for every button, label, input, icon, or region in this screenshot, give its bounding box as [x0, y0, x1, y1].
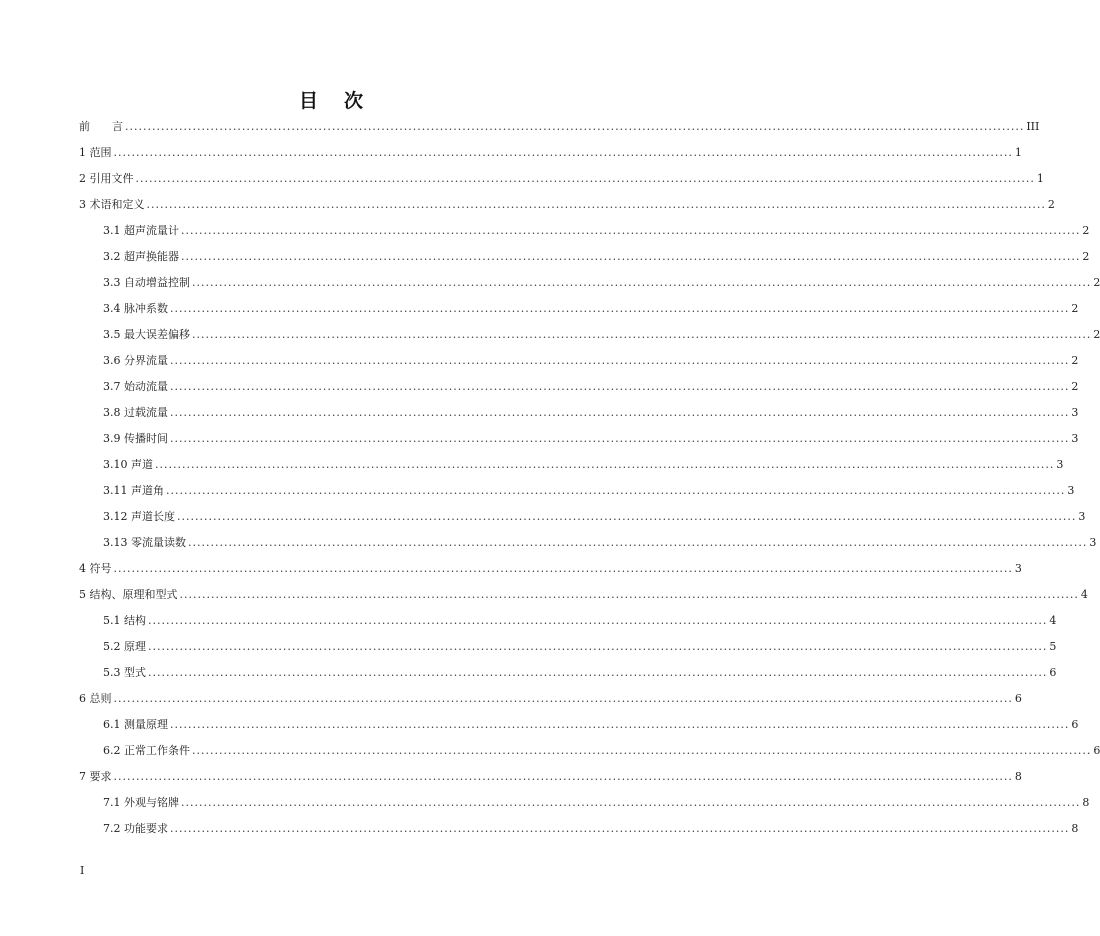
toc-entry[interactable]: [103, 352, 1079, 370]
toc-entry[interactable]: [103, 664, 1057, 682]
toc-entry-label: 6 总则: [79, 692, 112, 705]
toc-entry-label: 2 引用文件: [79, 172, 134, 185]
toc-entry-page-number: 1: [1036, 172, 1044, 185]
toc-entry-page-number: 1: [1014, 146, 1022, 159]
toc-dot-leader: ........................................................................................................................................................................................................: [170, 822, 1070, 835]
toc-entry-label: 1 范围: [79, 146, 112, 159]
toc-entry-label: 3.13 零流量读数: [103, 536, 186, 549]
toc-dot-leader: ........................................................................................................................................................................................................: [166, 484, 1066, 497]
toc-title-part-2: 次: [344, 90, 364, 112]
toc-entry-page-number: 6: [1014, 692, 1022, 705]
toc-entry[interactable]: [103, 404, 1079, 422]
toc-entry-label: 3.6 分界流量: [103, 354, 168, 367]
toc-entry-label: 3 术语和定义: [79, 198, 145, 211]
toc-dot-leader: ........................................................................................................................................................................................................: [135, 172, 1035, 185]
toc-entry[interactable]: [103, 274, 1100, 292]
toc-entry[interactable]: [103, 430, 1079, 448]
toc-entry-label: 前 言: [79, 120, 123, 133]
toc-entry-page-number: 3: [1089, 536, 1097, 549]
toc-entry-label: 3.11 声道角: [103, 484, 164, 497]
toc-entry[interactable]: [79, 768, 1022, 786]
toc-entry-page-number: 2: [1093, 328, 1100, 341]
toc-entry[interactable]: [103, 482, 1075, 500]
toc-dot-leader: ........................................................................................................................................................................................................: [146, 198, 1046, 211]
toc-entry[interactable]: [79, 196, 1055, 214]
toc-dot-leader: ........................................................................................................................................................................................................: [113, 146, 1013, 159]
toc-entry-label: 3.8 过载流量: [103, 406, 168, 419]
toc-dot-leader: ........................................................................................................................................................................................................: [192, 276, 1092, 289]
toc-dot-leader: ........................................................................................................................................................................................................: [155, 458, 1055, 471]
toc-entry[interactable]: [103, 300, 1079, 318]
toc-entry-page-number: 2: [1071, 354, 1079, 367]
toc-dot-leader: ........................................................................................................................................................................................................: [192, 744, 1092, 757]
toc-entry-label: 3.10 声道: [103, 458, 153, 471]
toc-dot-leader: ........................................................................................................................................................................................................: [177, 510, 1077, 523]
toc-entry-page-number: 8: [1071, 822, 1079, 835]
toc-dot-leader: ........................................................................................................................................................................................................: [170, 406, 1070, 419]
toc-entry-label: 5 结构、原理和型式: [79, 588, 178, 601]
toc-entry-page-number: 3: [1071, 432, 1079, 445]
toc-entry-label: 3.7 始动流量: [103, 380, 168, 393]
toc-entry[interactable]: [103, 716, 1079, 734]
toc-entry[interactable]: [103, 456, 1064, 474]
toc-entry-page-number: 6: [1093, 744, 1100, 757]
toc-entry-label: 3.12 声道长度: [103, 510, 175, 523]
toc-dot-leader: ........................................................................................................................................................................................................: [181, 250, 1081, 263]
toc-entry[interactable]: [103, 534, 1097, 552]
toc-entry[interactable]: [103, 326, 1100, 344]
toc-dot-leader: ........................................................................................................................................................................................................: [113, 770, 1013, 783]
toc-entry-page-number: 6: [1071, 718, 1079, 731]
toc-entry[interactable]: [103, 638, 1057, 656]
toc-entry-page-number: 3: [1056, 458, 1064, 471]
toc-entry-page-number: 3: [1078, 510, 1086, 523]
toc-dot-leader: ........................................................................................................................................................................................................: [170, 380, 1070, 393]
toc-dot-leader: ........................................................................................................................................................................................................: [179, 588, 1079, 601]
toc-entry-label: 6.2 正常工作条件: [103, 744, 190, 757]
toc-entry-page-number: 2: [1093, 276, 1100, 289]
toc-entry-page-number: 3: [1014, 562, 1022, 575]
toc-entry-page-number: 5: [1049, 640, 1057, 653]
toc-entry[interactable]: [103, 820, 1079, 838]
toc-entry[interactable]: [103, 612, 1057, 630]
toc-entry[interactable]: [103, 222, 1090, 240]
toc-dot-leader: ........................................................................................................................................................................................................: [113, 692, 1013, 705]
toc-entry-label: 7.1 外观与铭牌: [103, 796, 179, 809]
toc-dot-leader: ........................................................................................................................................................................................................: [170, 718, 1070, 731]
toc-title-part-1: 目: [298, 90, 318, 112]
toc-entry-label: 7.2 功能要求: [103, 822, 168, 835]
toc-entry[interactable]: [103, 248, 1090, 266]
toc-entry-page-number: III: [1026, 120, 1040, 133]
toc-title: [0, 86, 662, 113]
toc-entry[interactable]: [79, 560, 1022, 578]
toc-entry-page-number: 2: [1082, 250, 1090, 263]
toc-dot-leader: ........................................................................................................................................................................................................: [188, 536, 1088, 549]
toc-entry[interactable]: [103, 378, 1079, 396]
toc-entry[interactable]: [79, 144, 1022, 162]
toc-entry[interactable]: [103, 742, 1100, 760]
toc-dot-leader: ........................................................................................................................................................................................................: [148, 666, 1048, 679]
toc-entry-label: 3.9 传播时间: [103, 432, 168, 445]
toc-entry[interactable]: [79, 690, 1022, 708]
toc-entry-label: 3.4 脉冲系数: [103, 302, 168, 315]
toc-entry[interactable]: [103, 508, 1086, 526]
toc-dot-leader: ........................................................................................................................................................................................................: [113, 562, 1013, 575]
toc-dot-leader: ........................................................................................................................................................................................................: [125, 120, 1025, 133]
toc-dot-leader: ........................................................................................................................................................................................................: [170, 432, 1070, 445]
toc-entry[interactable]: [79, 170, 1044, 188]
toc-entry-page-number: 8: [1014, 770, 1022, 783]
toc-dot-leader: ........................................................................................................................................................................................................: [170, 302, 1070, 315]
toc-entry-label: 6.1 测量原理: [103, 718, 168, 731]
toc-dot-leader: ........................................................................................................................................................................................................: [170, 354, 1070, 367]
toc-entry-label: 3.5 最大误差偏移: [103, 328, 190, 341]
toc-dot-leader: ........................................................................................................................................................................................................: [148, 614, 1048, 627]
toc-dot-leader: ........................................................................................................................................................................................................: [148, 640, 1048, 653]
toc-entry-page-number: 2: [1071, 302, 1079, 315]
toc-entry-page-number: 3: [1071, 406, 1079, 419]
toc-entry[interactable]: [79, 118, 1040, 136]
toc-entry-page-number: 3: [1067, 484, 1075, 497]
toc-entry-page-number: 6: [1049, 666, 1057, 679]
toc-entry-label: 4 符号: [79, 562, 112, 575]
toc-dot-leader: ........................................................................................................................................................................................................: [192, 328, 1092, 341]
toc-entry-page-number: 2: [1082, 224, 1090, 237]
toc-entry-label: 5.3 型式: [103, 666, 146, 679]
toc-entry-label: 5.2 原理: [103, 640, 146, 653]
toc-entry[interactable]: [79, 586, 1088, 604]
toc-dot-leader: ........................................................................................................................................................................................................: [181, 796, 1081, 809]
toc-entry-page-number: 4: [1080, 588, 1088, 601]
footer-page-number: I: [80, 864, 85, 877]
toc-dot-leader: ........................................................................................................................................................................................................: [181, 224, 1081, 237]
toc-entry-label: 3.3 自动增益控制: [103, 276, 190, 289]
toc-entry[interactable]: [103, 794, 1090, 812]
toc-entry-label: 7 要求: [79, 770, 112, 783]
toc-entry-page-number: 2: [1047, 198, 1055, 211]
toc-entry-page-number: 4: [1049, 614, 1057, 627]
toc-entry-label: 3.1 超声流量计: [103, 224, 179, 237]
toc-entry-label: 3.2 超声换能器: [103, 250, 179, 263]
toc-entry-page-number: 2: [1071, 380, 1079, 393]
toc-entry-page-number: 8: [1082, 796, 1090, 809]
toc-entry-label: 5.1 结构: [103, 614, 146, 627]
